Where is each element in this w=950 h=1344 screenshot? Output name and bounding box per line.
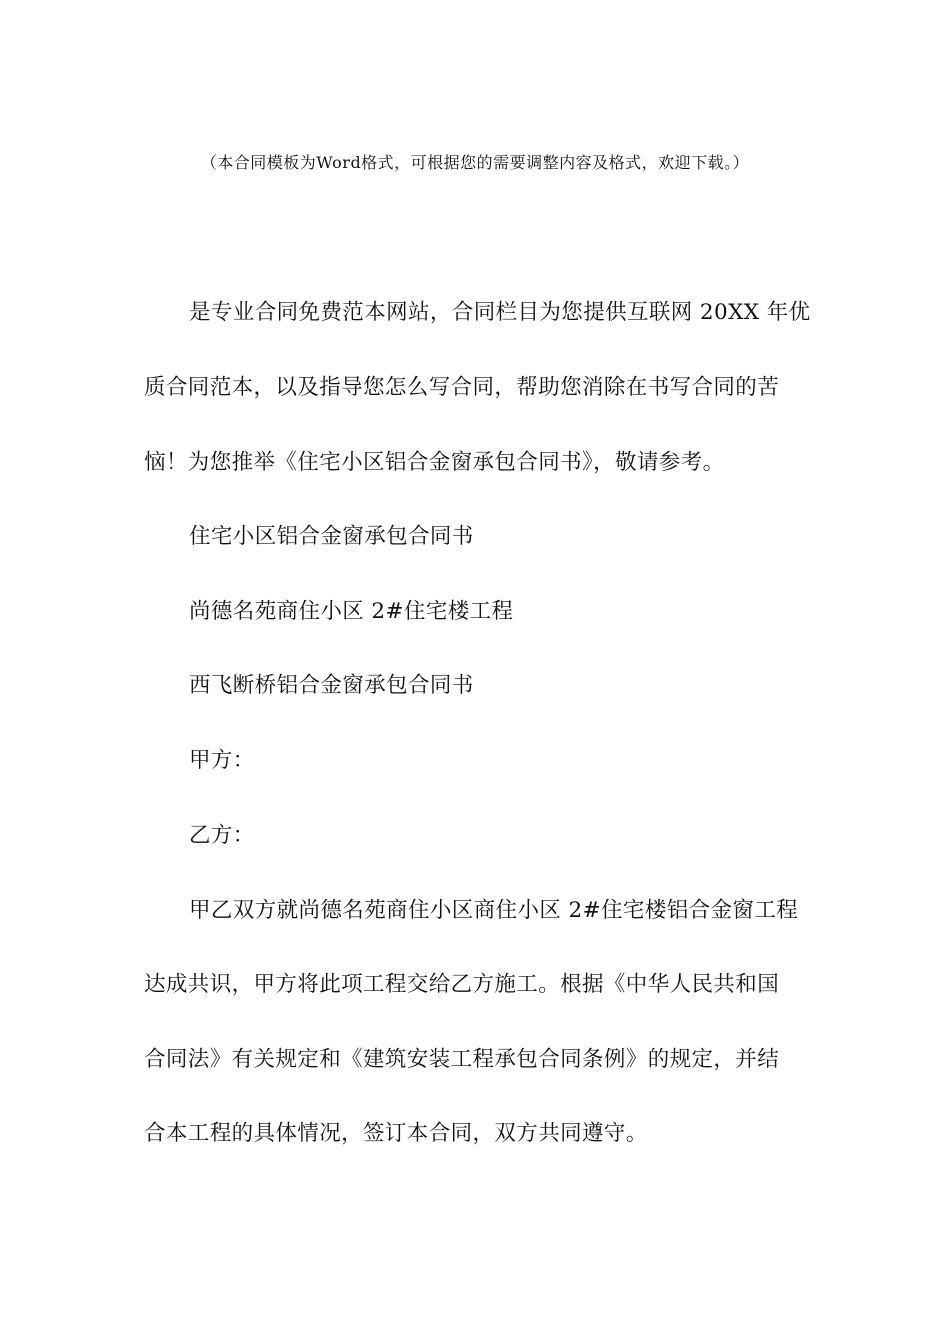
intro-line-3: 恼！为您推举《住宅小区铝合金窗承包合同书》，敬请参考。 (144, 450, 725, 475)
project-name: 尚德名苑商住小区 2#住宅楼工程 (189, 599, 514, 624)
agreement-line-4: 合本工程的具体情况，签订本合同，双方共同遵守。 (144, 1121, 648, 1146)
party-a-label: 甲方： (189, 748, 255, 773)
agreement-line-2: 达成共识，甲方将此项工程交给乙方施工。根据《中华人民共和国 (144, 972, 780, 997)
party-b-label: 乙方： (189, 823, 255, 848)
agreement-line-1: 甲乙双方就尚德名苑商住小区商住小区 2#住宅楼铝合金窗工程 (189, 898, 799, 923)
intro-line-2: 质合同范本，以及指导您怎么写合同，帮助您消除在书写合同的苦 (144, 375, 780, 400)
agreement-line-3: 合同法》有关规定和《建筑安装工程承包合同条例》的规定，并结 (144, 1047, 780, 1072)
contract-title: 住宅小区铝合金窗承包合同书 (189, 524, 474, 549)
contract-subtitle: 西飞断桥铝合金窗承包合同书 (189, 673, 474, 698)
intro-line-1: 是专业合同免费范本网站，合同栏目为您提供互联网 20XX 年优 (189, 300, 811, 325)
template-note: （本合同模板为Word格式，可根据您的需要调整内容及格式，欢迎下载。） (200, 153, 750, 172)
